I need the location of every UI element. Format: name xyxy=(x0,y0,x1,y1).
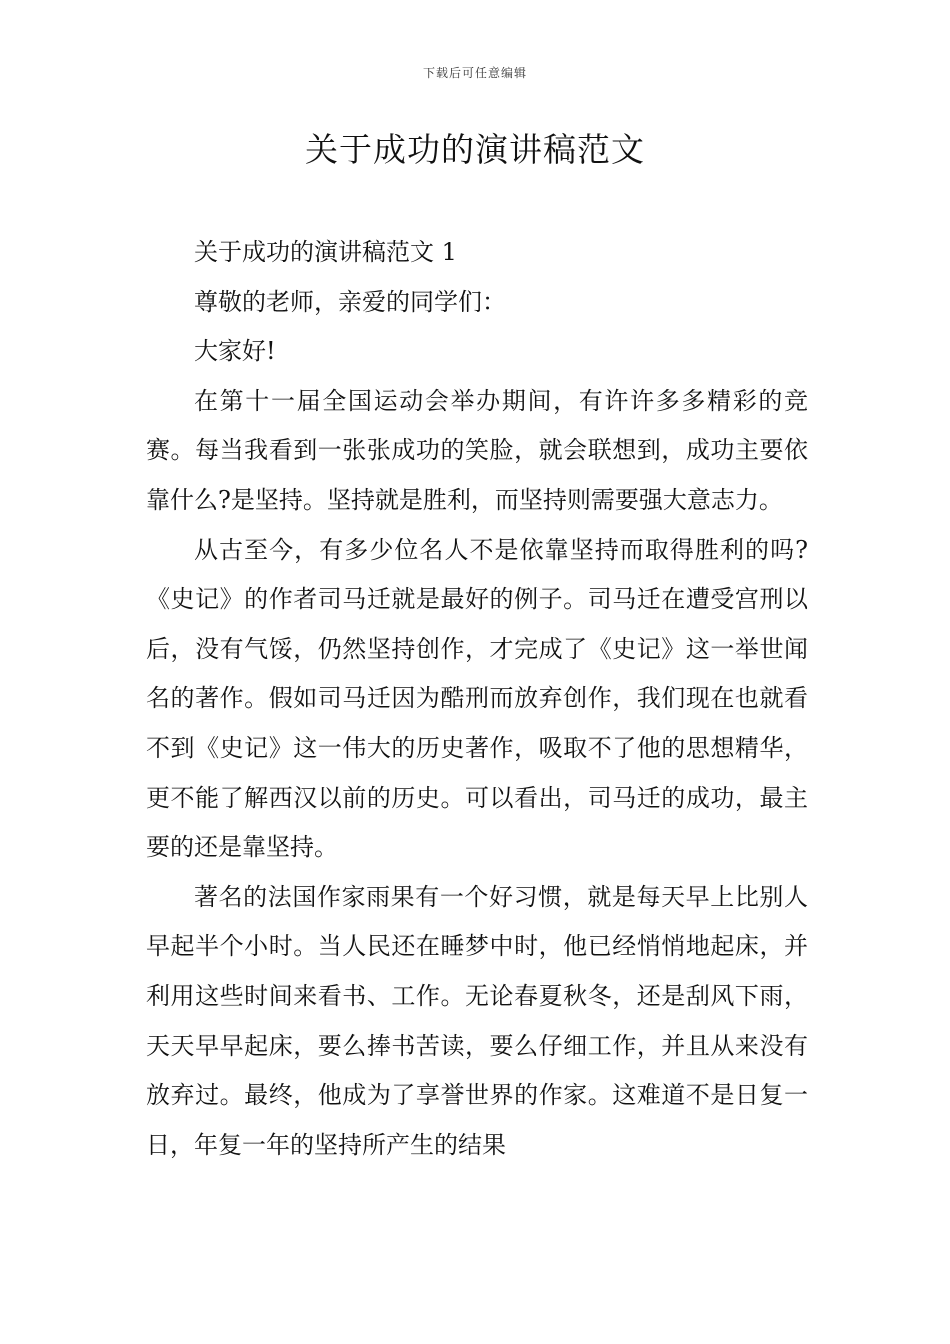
paragraph-body: 著名的法国作家雨果有一个好习惯，就是每天早上比别人早起半个小时。当人民还在睡梦中时，他已经悄悄地起床，并利用这些时间来看书、工作。无论春夏秋冬，还是刮风下雨，天天早早起床，要么捧书苦读，要么仔细工作，并且从来没有放弃过。最终，他成为了享誉世界的作家。这难道不是日复一日，年复一年的坚持所产生的结果 xyxy=(146,882,808,1159)
document-body xyxy=(146,228,808,1170)
paragraph-body: 从古至今，有多少位名人不是依靠坚持而取得胜利的吗?《史记》的作者司马迁就是最好的例子。司马迁在遭受宫刑以后，没有气馁，仍然坚持创作，才完成了《史记》这一举世闻名的著作。假如司马迁因为酷刑而放弃创作，我们现在也就看不到《史记》这一伟大的历史著作，吸取不了他的思想精华，更不能了解西汉以前的历史。可以看出，司马迁的成功，最主要的还是靠坚持。 xyxy=(146,535,808,862)
document-title: 关于成功的演讲稿范文 xyxy=(305,130,645,169)
paragraph-body: 在第十一届全国运动会举办期间，有许许多多精彩的竞赛。每当我看到一张张成功的笑脸，就会联想到，成功主要依靠什么?是坚持。坚持就是胜利，而坚持则需要强大意志力。 xyxy=(146,386,808,514)
paragraph-salutation: 尊敬的老师，亲爱的同学们： xyxy=(194,287,506,316)
header-note: 下载后可任意编辑 xyxy=(422,66,527,80)
paragraph-greeting: 大家好! xyxy=(194,337,276,366)
paragraph-subtitle: 关于成功的演讲稿范文 1 xyxy=(194,238,457,266)
